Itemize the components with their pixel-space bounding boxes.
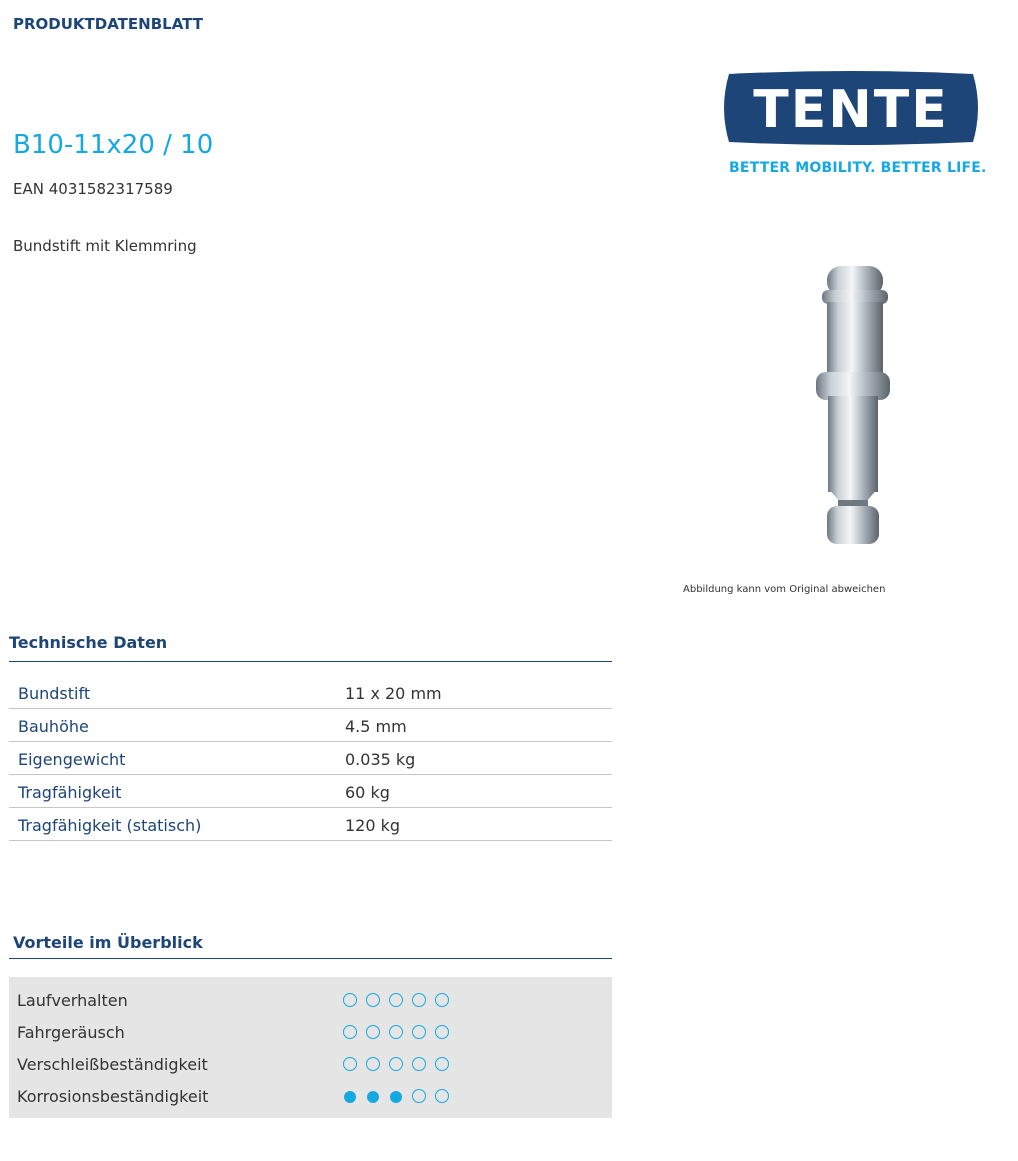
advantage-label: Fahrgeräusch bbox=[17, 1023, 125, 1042]
rating-dot-empty bbox=[389, 1057, 403, 1071]
rating-dot-filled bbox=[367, 1091, 379, 1103]
tech-label: Bauhöhe bbox=[18, 717, 89, 736]
brand-tagline: BETTER MOBILITY. BETTER LIFE. bbox=[729, 160, 987, 176]
advantages-section-title: Vorteile im Überblick bbox=[13, 933, 203, 952]
table-row bbox=[9, 808, 612, 841]
advantages-section-rule bbox=[9, 958, 612, 959]
rating-dot-empty bbox=[412, 993, 426, 1007]
technical-table bbox=[9, 676, 612, 841]
advantage-row bbox=[9, 1050, 612, 1082]
tech-value: 120 kg bbox=[345, 816, 401, 835]
advantage-row bbox=[9, 1082, 612, 1114]
tech-label: Bundstift bbox=[18, 684, 91, 703]
product-image bbox=[805, 262, 900, 552]
tech-value: 60 kg bbox=[345, 783, 390, 802]
advantage-label: Korrosionsbeständigkeit bbox=[17, 1087, 209, 1106]
tente-logo bbox=[719, 70, 983, 146]
advantage-row bbox=[9, 986, 612, 1018]
rating-dot-empty bbox=[435, 993, 449, 1007]
rating-dot-empty bbox=[389, 1025, 403, 1039]
rating-dot-empty bbox=[412, 1025, 426, 1039]
table-row bbox=[9, 775, 612, 808]
tech-label: Tragfähigkeit bbox=[18, 783, 122, 802]
rating-dot-empty bbox=[343, 993, 357, 1007]
table-row bbox=[9, 742, 612, 775]
rating-dot-empty bbox=[412, 1089, 426, 1103]
rating-dot-empty bbox=[435, 1025, 449, 1039]
doc-label: PRODUKTDATENBLATT bbox=[13, 15, 203, 33]
rating-dot-filled bbox=[390, 1091, 402, 1103]
tech-value: 4.5 mm bbox=[345, 717, 407, 736]
rating-dot-filled bbox=[344, 1091, 356, 1103]
tech-value: 0.035 kg bbox=[345, 750, 416, 769]
rating-dot-empty bbox=[343, 1057, 357, 1071]
advantage-label: Laufverhalten bbox=[17, 991, 128, 1010]
image-note: Abbildung kann vom Original abweichen bbox=[683, 584, 886, 595]
rating-dot-empty bbox=[366, 993, 380, 1007]
ean-number: EAN 4031582317589 bbox=[13, 180, 173, 198]
product-description: Bundstift mit Klemmring bbox=[13, 237, 197, 255]
table-row bbox=[9, 709, 612, 742]
technical-section-rule bbox=[9, 661, 612, 662]
tech-label: Tragfähigkeit (statisch) bbox=[18, 816, 202, 835]
rating-dot-empty bbox=[366, 1057, 380, 1071]
rating-dot-empty bbox=[435, 1057, 449, 1071]
table-row bbox=[9, 676, 612, 709]
tech-label: Eigengewicht bbox=[18, 750, 126, 769]
tech-value: 11 x 20 mm bbox=[345, 684, 442, 703]
rating-dot-empty bbox=[412, 1057, 426, 1071]
product-title: B10-11x20 / 10 bbox=[13, 130, 214, 160]
advantages-box bbox=[9, 977, 612, 1118]
rating-dot-empty bbox=[435, 1089, 449, 1103]
advantage-row bbox=[9, 1018, 612, 1050]
rating-dot-empty bbox=[366, 1025, 380, 1039]
technical-section-title: Technische Daten bbox=[9, 633, 168, 652]
logo-text: TENTE bbox=[753, 80, 949, 140]
rating-dot-empty bbox=[389, 993, 403, 1007]
rating-dot-empty bbox=[343, 1025, 357, 1039]
advantage-label: Verschleißbeständigkeit bbox=[17, 1055, 208, 1074]
